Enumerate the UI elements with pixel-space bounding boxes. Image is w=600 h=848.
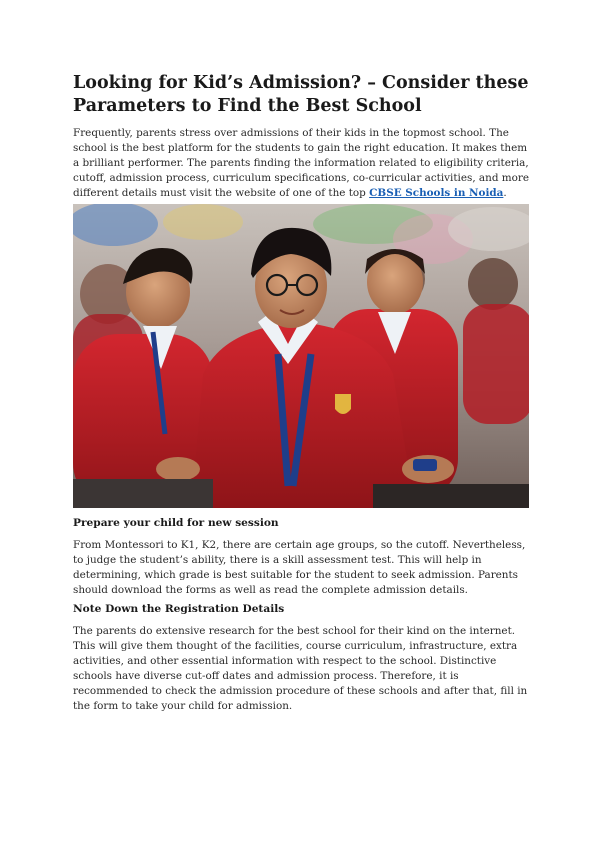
cbse-schools-link[interactable]: CBSE Schools in Noida [369, 187, 504, 199]
section-heading-registration: Note Down the Registration Details [73, 603, 285, 615]
intro-text: Frequently, parents stress over admissions of their kids in the topmost school. The school is the best platform for the students to gain the right education. It makes them a brilliant performer. The parents finding the information related to eligibility criteria, cutoff, admission process, curriculum specifications, co-curricular activities, and more different details must visit the website of one of the top [73, 127, 530, 199]
intro-end: . [503, 187, 507, 199]
intro-paragraph [73, 126, 531, 201]
article-title: Looking for Kid’s Admission? – Consider these Parameters to Find the Best School [73, 73, 529, 116]
section-paragraph-prepare: From Montessori to K1, K2, there are certain age groups, so the cutoff. Nevertheless, to judge the student’s ability, there is a skill assessment test. This will help in determining, which grade is best suitable for the student to seek admission. Parents should download the forms as well as read the complete admission details. [73, 539, 526, 596]
section-paragraph-registration: The parents do extensive research for the best school for their kind on the internet. This will give them thought of the facilities, course curriculum, infrastructure, extra activities, and other essential information with respect to the school. Distinctive schools have diverse cut-off dates and admission process. Therefore, it is recommended to check the admission procedure of these schools and after that, fill in the form to take your child for admission. [73, 625, 528, 712]
section-heading-prepare: Prepare your child for new session [73, 517, 279, 529]
students-photo-illustration [73, 204, 529, 508]
students-photo [73, 204, 529, 508]
